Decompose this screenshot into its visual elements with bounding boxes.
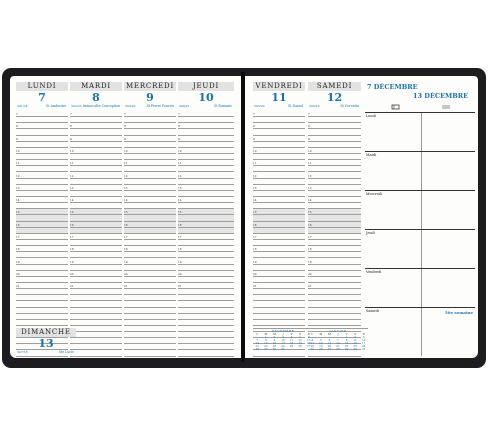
mini-calendar-day: 12 (319, 341, 323, 346)
hour-label: 20 (253, 271, 257, 276)
hour-label: 17 (124, 234, 128, 239)
hour-label: 20 (16, 271, 20, 276)
hour-line[interactable] (70, 350, 122, 356)
day-name: VENDREDI (253, 82, 305, 91)
hour-label: 7 (16, 112, 18, 117)
hour-label: 10 (253, 148, 257, 153)
left-page (10, 76, 241, 358)
hour-label: 18 (124, 247, 128, 252)
mini-calendar-grid (253, 333, 313, 352)
mini-calendar-day: 21 (336, 344, 340, 349)
mini-calendar-day: 17 (281, 341, 285, 346)
hour-label: 10 (70, 148, 74, 153)
mini-calendar-day: 12 (298, 338, 302, 343)
hour-label: 19 (253, 259, 257, 264)
mini-calendar-day: 3 (282, 335, 284, 340)
hour-label: 9 (16, 136, 18, 141)
week-label-saturday: Samedi (366, 309, 379, 313)
hour-label: 13 (124, 185, 128, 190)
hour-label: 19 (124, 259, 128, 264)
mini-calendar-day (287, 348, 296, 351)
week-overview (365, 80, 475, 356)
mini-calendar-day: 13 (327, 341, 332, 346)
mini-calendar-day: 19 (319, 344, 323, 349)
week-label-monday: Lundi (366, 114, 376, 118)
mini-calendar-day: 11 (289, 338, 294, 343)
day-number: 9 (146, 91, 154, 104)
hour-label: 17 (308, 234, 312, 239)
hour-label: 17 (70, 234, 74, 239)
mini-calendar-day: 15 (264, 341, 268, 346)
hour-label: 11 (16, 161, 20, 166)
hour-label: 11 (253, 161, 257, 166)
mini-calendar-day: 13 (306, 338, 311, 343)
mini-calendar-day: 20 (327, 344, 332, 349)
hour-label: 15 (253, 210, 257, 215)
hour-lines[interactable] (16, 111, 68, 357)
mini-calendar-weekday: S (299, 332, 302, 336)
mini-calendar-day: 6 (328, 338, 331, 343)
day-name: LUNDI (16, 82, 68, 91)
mini-calendar-day: 26 (298, 344, 302, 349)
hour-label: 9 (178, 136, 180, 141)
hour-label: 17 (178, 234, 182, 239)
mini-calendar-day: 30 (272, 347, 277, 352)
mini-calendar-day: 8 (264, 338, 267, 343)
hour-label: 19 (308, 259, 312, 264)
mini-calendar-day: 25 (289, 344, 294, 349)
hour-lines[interactable] (124, 111, 176, 357)
week-label-thursday: Jeudi (366, 231, 375, 235)
mini-calendar-day: 4 (290, 335, 293, 340)
hour-label: 19 (70, 259, 74, 264)
day-name: SAMEDI (308, 82, 361, 91)
hour-label: 21 (16, 284, 20, 289)
hour-label: 15 (308, 210, 312, 215)
mini-calendar-day: 27 (327, 347, 332, 352)
week-number: 50e semaine (444, 310, 473, 315)
mini-calendar-weekday: J (337, 332, 339, 336)
mini-calendar-day: 23 (353, 344, 357, 349)
hour-label: 18 (308, 247, 312, 252)
hour-label: 11 (124, 161, 128, 166)
hour-label: 18 (70, 247, 74, 252)
week-line (365, 229, 475, 230)
mini-calendar-day: 8 (345, 338, 348, 343)
hour-label: 11 (178, 161, 182, 166)
week-label-tuesday: Mardi (366, 153, 377, 157)
hour-label: 9 (124, 136, 126, 141)
mini-calendar-weekday: M (264, 332, 268, 336)
day-number: 12 (326, 91, 343, 104)
hour-label: 19 (178, 259, 182, 264)
hour-label: 13 (178, 185, 182, 190)
day-column-sunday (16, 328, 76, 356)
hour-label: 16 (308, 222, 312, 227)
day-of-year: 347/18 (17, 350, 28, 354)
mini-calendar-day: 3 (362, 335, 365, 340)
mini-calendar-day: 14 (336, 341, 340, 346)
hour-label: 12 (70, 173, 74, 178)
day-of-year: 346/19 (309, 104, 320, 108)
hour-label: 8 (178, 124, 180, 129)
mini-calendar-day: 27 (306, 344, 311, 349)
day-column-tuesday (70, 82, 122, 332)
hour-label: 14 (253, 198, 257, 203)
mini-calendar-weekday: L (256, 332, 259, 336)
hour-label: 12 (178, 173, 182, 178)
mini-calendar-weekday: M (273, 332, 276, 336)
mini-calendar-day: 17 (361, 341, 366, 346)
hour-label: 7 (124, 112, 126, 117)
mini-calendar-weekday: M (319, 332, 323, 336)
mini-calendar-day: 1 (345, 335, 348, 340)
week-line (365, 151, 475, 152)
hour-label: 13 (253, 185, 257, 190)
hour-label: 16 (124, 222, 128, 227)
hour-lines[interactable] (70, 111, 122, 357)
hour-label: 14 (124, 198, 128, 203)
hour-label: 12 (308, 173, 312, 178)
hour-label: 21 (308, 284, 312, 289)
hour-label: 18 (16, 247, 20, 252)
saint-name: St Corentin (340, 104, 359, 108)
notes-icon (441, 104, 451, 110)
day-column-monday (16, 82, 68, 332)
day-number: 11 (271, 91, 287, 104)
saint-name: St Pierre Fourier (146, 104, 174, 108)
hour-label: 14 (308, 198, 312, 203)
mini-calendar-day: 18 (289, 341, 294, 346)
week-label-friday: Vendredi (366, 270, 382, 274)
mini-calendar-day: 4 (311, 338, 314, 343)
day-name: DIMANCHE (16, 328, 76, 337)
hour-label: 8 (70, 124, 72, 129)
hour-label: 20 (178, 271, 182, 276)
hour-label: 20 (308, 271, 312, 276)
hour-label: 10 (308, 148, 312, 153)
hour-label: 7 (178, 112, 180, 117)
hour-label: 10 (16, 148, 20, 153)
hour-label: 18 (253, 247, 257, 252)
hour-label: 15 (70, 210, 74, 215)
mini-calendar-weekday: D (362, 332, 365, 336)
day-of-year: 343/22 (125, 104, 136, 108)
hour-label: 16 (70, 222, 74, 227)
week-line (365, 112, 475, 113)
mini-calendar-day: 2 (273, 335, 276, 340)
hour-label: 11 (308, 161, 312, 166)
hour-label: 9 (308, 136, 310, 141)
mini-calendar-day: 7 (256, 338, 259, 343)
mini-calendar-weekday: V (345, 332, 348, 336)
day-name: MARDI (70, 82, 122, 91)
hour-label: 13 (308, 185, 312, 190)
mini-calendar-day: 10 (281, 338, 285, 343)
mini-calendar-january (308, 328, 368, 355)
mini-calendar-day: 28 (336, 347, 340, 352)
mini-calendar-day: 31 (361, 347, 366, 352)
hour-label: 16 (178, 222, 182, 227)
hour-label: 17 (253, 234, 257, 239)
week-line (365, 307, 475, 308)
mini-calendar-day: 1 (264, 335, 267, 340)
saint-name: St Romaric (213, 104, 232, 108)
mini-calendar-day: 15 (344, 341, 349, 346)
saint-name: Ste Lucie (58, 350, 74, 354)
hour-label: 10 (178, 148, 182, 153)
mini-calendar-day: 22 (344, 344, 349, 349)
hour-label: 15 (16, 210, 20, 215)
mini-calendar-day: 25 (310, 347, 314, 352)
hour-label: 7 (253, 112, 255, 117)
mini-calendar-day: 6 (307, 335, 310, 340)
mini-calendar-day: 30 (353, 347, 357, 352)
mini-calendar-day: 16 (353, 341, 357, 346)
hour-label: 20 (124, 271, 128, 276)
mini-calendar-weekday: D (307, 332, 310, 336)
mini-calendar-day: 10 (361, 338, 366, 343)
mini-calendar-day: 21 (255, 344, 259, 349)
hour-label: 16 (253, 222, 257, 227)
mini-calendar-day: 5 (299, 335, 301, 340)
mini-calendar-day: 9 (273, 338, 276, 343)
mini-calendar-day: 20 (306, 341, 311, 346)
hour-label: 9 (253, 136, 255, 141)
mini-calendar-weekday: M (328, 332, 331, 336)
mini-calendar-day (296, 348, 305, 351)
mini-calendar-day: 9 (354, 338, 356, 343)
hour-label: 18 (178, 247, 182, 252)
mini-calendar-title: JANVIER (329, 329, 347, 333)
right-page (245, 76, 478, 358)
week-line (365, 190, 475, 191)
mini-calendar-weekday: L (311, 332, 314, 336)
hour-label: 12 (124, 173, 128, 178)
week-start-heading: 7 DÉCEMBRE (367, 83, 418, 91)
hour-label: 14 (178, 198, 182, 203)
hour-lines[interactable] (308, 111, 361, 357)
hour-label: 21 (253, 284, 257, 289)
hour-label: 13 (70, 185, 74, 190)
hour-label: 16 (16, 222, 20, 227)
week-divider (421, 112, 422, 356)
day-of-year: 344/21 (179, 104, 190, 108)
day-column-wednesday (124, 82, 176, 332)
hour-label: 19 (16, 259, 20, 264)
hour-label: 8 (16, 124, 18, 129)
saint-name: Immaculée Conception (82, 104, 120, 108)
hour-label: 8 (124, 124, 126, 129)
day-column-friday (253, 82, 305, 332)
hour-label: 8 (308, 124, 310, 129)
mini-calendar-day: 23 (272, 344, 277, 349)
mini-calendar-title: DÉCEMBRE (271, 329, 295, 333)
mini-calendar-day: 14 (255, 341, 259, 346)
mini-calendar-day: 18 (310, 344, 314, 349)
saint-name: St Ambroise (46, 104, 66, 108)
mini-calendar-day: 24 (281, 344, 285, 349)
day-of-year: 345/20 (254, 104, 265, 108)
phone-icon (391, 104, 401, 110)
mini-calendar-weekday: V (290, 332, 293, 336)
mini-calendar-day: 5 (319, 338, 322, 343)
day-number: 13 (38, 337, 54, 350)
day-of-year: 341/24 (17, 104, 28, 108)
week-label-wednesday: Mercredi (366, 192, 382, 196)
day-number: 8 (92, 91, 100, 104)
mini-calendar-day: 28 (255, 347, 259, 352)
mini-calendar-day: 31 (281, 347, 285, 352)
hour-label: 21 (178, 284, 182, 289)
saint-name: St Daniel (288, 104, 303, 108)
hour-label: 10 (124, 148, 128, 153)
day-number: 10 (198, 91, 214, 104)
day-name: JEUDI (178, 82, 234, 91)
mini-calendar-day: 29 (344, 347, 349, 352)
mini-calendar-weekday: S (354, 332, 357, 336)
day-name: MERCREDI (125, 82, 175, 90)
hour-lines[interactable] (253, 111, 305, 357)
hour-line[interactable] (178, 350, 234, 356)
hour-label: 14 (70, 198, 74, 203)
hour-label: 9 (70, 136, 72, 141)
day-column-saturday (308, 82, 361, 332)
hour-label: 14 (16, 198, 20, 203)
hour-label: 7 (70, 112, 72, 117)
hour-label: 17 (16, 234, 20, 239)
hour-label: 21 (70, 284, 74, 289)
mini-calendar-grid (308, 333, 368, 352)
hour-label: 13 (16, 185, 20, 190)
mini-calendar-day: 29 (264, 347, 268, 352)
hour-lines[interactable] (178, 111, 234, 357)
hour-label: 21 (124, 284, 128, 289)
hour-label: 12 (253, 173, 257, 178)
hour-label: 8 (253, 124, 255, 129)
mini-calendar-day: 26 (319, 347, 323, 352)
mini-calendar-day: 11 (310, 341, 314, 346)
hour-label: 12 (16, 173, 20, 178)
mini-calendar-day: 24 (361, 344, 366, 349)
hour-label: 15 (124, 210, 128, 215)
day-of-year: 342/23 (71, 104, 82, 108)
hour-label: 7 (308, 112, 310, 117)
hour-label: 11 (70, 161, 74, 166)
day-number: 7 (38, 91, 46, 104)
mini-calendar-weekday: J (282, 332, 284, 336)
week-line (365, 268, 475, 269)
mini-calendar-day: 16 (272, 341, 277, 346)
hour-line[interactable] (124, 350, 176, 356)
day-column-thursday (178, 82, 234, 332)
mini-calendar-december (253, 328, 313, 355)
week-end-heading: 13 DÉCEMBRE (413, 92, 469, 100)
hour-label: 20 (70, 271, 74, 276)
hour-label: 15 (178, 210, 182, 215)
mini-calendar-day: 7 (337, 338, 339, 343)
mini-calendar-day: 19 (298, 341, 302, 346)
mini-calendar-day: 2 (354, 335, 356, 340)
mini-calendar-day: 22 (264, 344, 268, 349)
